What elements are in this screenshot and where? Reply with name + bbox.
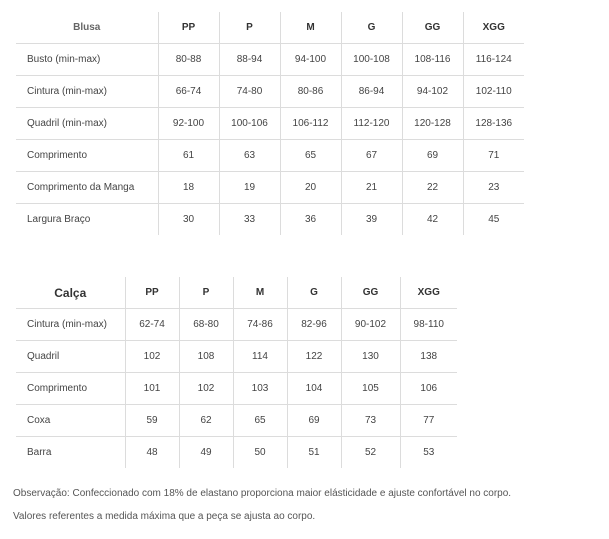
size-value-cell: 103: [233, 373, 287, 405]
size-value-cell: 49: [179, 437, 233, 469]
size-value-cell: 62: [179, 405, 233, 437]
calca-size-header: PP: [125, 277, 179, 309]
calca-size-header: M: [233, 277, 287, 309]
size-value-cell: 30: [158, 204, 219, 236]
size-value-cell: 39: [341, 204, 402, 236]
size-value-cell: 65: [233, 405, 287, 437]
size-value-cell: 59: [125, 405, 179, 437]
table-row: [16, 108, 524, 140]
size-value-cell: 106: [400, 373, 457, 405]
row-label: Cintura (min-max): [16, 76, 158, 108]
size-value-cell: 102: [179, 373, 233, 405]
table-row: [16, 405, 457, 437]
size-value-cell: 92-100: [158, 108, 219, 140]
size-value-cell: 71: [463, 140, 524, 172]
size-value-cell: 22: [402, 172, 463, 204]
row-label: Coxa: [16, 405, 125, 437]
size-value-cell: 116-124: [463, 44, 524, 76]
calca-size-header: XGG: [400, 277, 457, 309]
size-value-cell: 101: [125, 373, 179, 405]
size-value-cell: 122: [287, 341, 341, 373]
size-value-cell: 108-116: [402, 44, 463, 76]
row-label: Cintura (min-max): [16, 309, 125, 341]
size-value-cell: 50: [233, 437, 287, 469]
calca-size-header: G: [287, 277, 341, 309]
row-label: Quadril: [16, 341, 125, 373]
blusa-size-header: P: [219, 12, 280, 44]
row-label: Comprimento: [16, 373, 125, 405]
size-value-cell: 98-110: [400, 309, 457, 341]
table-row: [16, 373, 457, 405]
calca-size-header: GG: [341, 277, 400, 309]
row-label: Quadril (min-max): [16, 108, 158, 140]
blusa-size-header: XGG: [463, 12, 524, 44]
row-label: Barra: [16, 437, 125, 469]
size-value-cell: 77: [400, 405, 457, 437]
size-value-cell: 20: [280, 172, 341, 204]
size-value-cell: 66-74: [158, 76, 219, 108]
table-row: [16, 140, 524, 172]
row-label: Comprimento: [16, 140, 158, 172]
size-value-cell: 120-128: [402, 108, 463, 140]
table-row: [16, 76, 524, 108]
size-value-cell: 45: [463, 204, 524, 236]
size-value-cell: 112-120: [341, 108, 402, 140]
size-value-cell: 74-86: [233, 309, 287, 341]
size-value-cell: 19: [219, 172, 280, 204]
blusa-size-header: PP: [158, 12, 219, 44]
size-value-cell: 104: [287, 373, 341, 405]
size-value-cell: 130: [341, 341, 400, 373]
size-value-cell: 62-74: [125, 309, 179, 341]
table-row: [16, 309, 457, 341]
size-value-cell: 128-136: [463, 108, 524, 140]
size-value-cell: 23: [463, 172, 524, 204]
blusa-size-table: [16, 12, 524, 235]
table-row: [16, 44, 524, 76]
size-value-cell: 73: [341, 405, 400, 437]
size-value-cell: 36: [280, 204, 341, 236]
size-value-cell: 69: [402, 140, 463, 172]
size-value-cell: 18: [158, 172, 219, 204]
size-value-cell: 21: [341, 172, 402, 204]
blusa-size-header: GG: [402, 12, 463, 44]
row-label: Largura Braço: [16, 204, 158, 236]
size-value-cell: 74-80: [219, 76, 280, 108]
size-value-cell: 90-102: [341, 309, 400, 341]
blusa-header-row: [16, 12, 524, 44]
calca-size-table: [16, 277, 457, 468]
size-value-cell: 100-106: [219, 108, 280, 140]
size-value-cell: 108: [179, 341, 233, 373]
size-value-cell: 65: [280, 140, 341, 172]
size-value-cell: 102: [125, 341, 179, 373]
calca-header-row: [16, 277, 457, 309]
size-value-cell: 61: [158, 140, 219, 172]
size-value-cell: 51: [287, 437, 341, 469]
size-value-cell: 42: [402, 204, 463, 236]
size-value-cell: 105: [341, 373, 400, 405]
size-value-cell: 106-112: [280, 108, 341, 140]
size-value-cell: 86-94: [341, 76, 402, 108]
row-label: Busto (min-max): [16, 44, 158, 76]
blusa-size-header: G: [341, 12, 402, 44]
size-value-cell: 48: [125, 437, 179, 469]
size-value-cell: 52: [341, 437, 400, 469]
size-value-cell: 80-86: [280, 76, 341, 108]
size-value-cell: 33: [219, 204, 280, 236]
size-value-cell: 114: [233, 341, 287, 373]
size-value-cell: 53: [400, 437, 457, 469]
blusa-size-header: M: [280, 12, 341, 44]
blusa-title: Blusa: [73, 22, 101, 33]
table-row: [16, 204, 524, 236]
size-value-cell: 68-80: [179, 309, 233, 341]
size-value-cell: 94-102: [402, 76, 463, 108]
size-value-cell: 67: [341, 140, 402, 172]
calca-size-header: P: [179, 277, 233, 309]
size-value-cell: 69: [287, 405, 341, 437]
table-row: [16, 341, 457, 373]
table-row: [16, 437, 457, 469]
table-row: [16, 172, 524, 204]
size-value-cell: 100-108: [341, 44, 402, 76]
size-value-cell: 94-100: [280, 44, 341, 76]
size-value-cell: 138: [400, 341, 457, 373]
size-value-cell: 102-110: [463, 76, 524, 108]
calca-title: Calça: [54, 285, 87, 300]
size-value-cell: 88-94: [219, 44, 280, 76]
size-value-cell: 82-96: [287, 309, 341, 341]
size-value-cell: 80-88: [158, 44, 219, 76]
row-label: Comprimento da Manga: [16, 172, 158, 204]
note-elastano: Observação: Confeccionado com 18% de elastano proporciona maior elásticidade e ajuste confortável no corpo.: [13, 488, 512, 499]
note-valores: Valores referentes a medida máxima que a peça se ajusta ao corpo.: [13, 511, 316, 522]
size-value-cell: 63: [219, 140, 280, 172]
